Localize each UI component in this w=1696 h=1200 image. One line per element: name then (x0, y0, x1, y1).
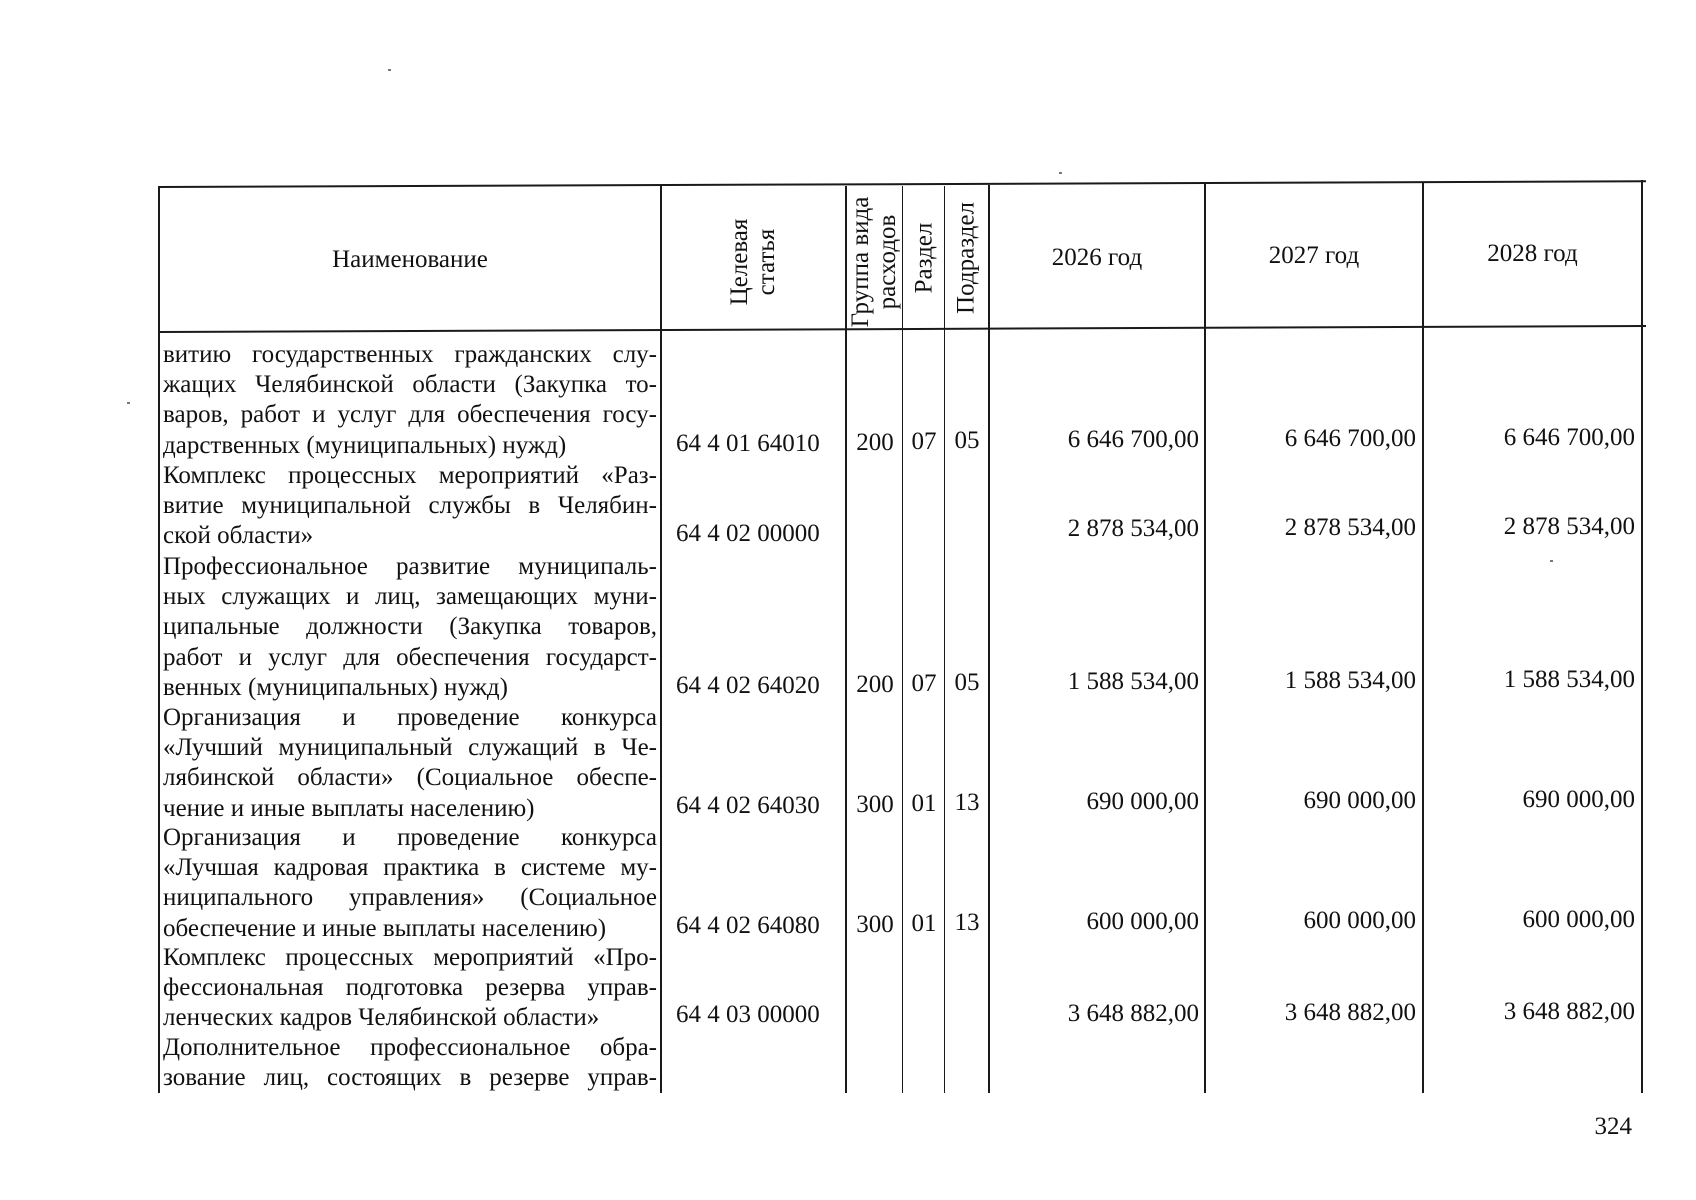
row-name-line: обеспечение и иные выплаты населению) (163, 914, 607, 942)
row-subsection: 13 (954, 909, 980, 936)
header-target-article (726, 192, 780, 332)
row-amount-2028: 1 588 534,00 (1503, 666, 1635, 693)
row-name-line: Комплекс процессных мероприятий «Раз- (163, 462, 657, 489)
row-amount-2028: 2 878 534,00 (1503, 513, 1635, 540)
row-name-line: жащих Челябинской области (Закупка то- (163, 371, 657, 399)
row-target-article: 64 4 02 64080 (676, 912, 820, 939)
header-target-article-text: Целевая статья (726, 218, 780, 306)
row-amount-2027: 6 646 700,00 (1284, 425, 1416, 452)
row-name-line: Дополнительное профессиональное обра- (163, 1034, 657, 1061)
row-amount-2026: 600 000,00 (1086, 908, 1199, 935)
row-subsection: 05 (954, 669, 980, 696)
row-amount-2028: 6 646 700,00 (1503, 424, 1635, 451)
row-name-line: ных служащих и лиц, замещающих муни- (163, 583, 657, 611)
row-name-line: венных (муниципальных) нужд) (163, 673, 508, 701)
row-name (163, 1033, 657, 1093)
row-amount-2027: 690 000,00 (1303, 787, 1416, 814)
row-name-line: Организация и проведение конкурса (163, 704, 657, 731)
row-name-line: варов, работ и услуг для обеспечения госу- (163, 401, 657, 429)
row-amount-2026: 690 000,00 (1086, 788, 1199, 815)
row-expense-group: 300 (856, 791, 894, 818)
row-name-line: витию государственных гражданских слу- (163, 341, 657, 368)
row-target-article: 64 4 02 00000 (676, 520, 820, 547)
row-name (163, 703, 657, 824)
row-name-line: «Лучший муниципальный служащий в Че- (163, 734, 657, 762)
row-name-line: ленческих кадров Челябинской области» (163, 1004, 600, 1032)
row-expense-group: 200 (856, 671, 894, 698)
row-expense-group: 200 (856, 429, 894, 456)
header-section: Раздел (910, 222, 938, 294)
row-amount-2027: 3 648 882,00 (1284, 999, 1416, 1026)
row-section: 07 (911, 428, 937, 455)
row-amount-2026: 2 878 534,00 (1067, 515, 1199, 542)
row-amount-2026: 6 646 700,00 (1067, 426, 1199, 453)
row-name-line: «Лучшая кадровая практика в системе му- (163, 854, 657, 882)
header-name: Наименование (332, 246, 488, 273)
row-name (163, 552, 657, 703)
row-target-article: 64 4 02 64020 (676, 672, 820, 699)
row-name-line: чение и иные выплаты населению) (163, 794, 535, 822)
row-name-line: зование лиц, состоящих в резерве управ- (163, 1064, 657, 1092)
row-name-line: Организация и проведение конкурса (163, 824, 657, 851)
scan-speck (1059, 172, 1062, 174)
header-subsection: Подраздел (952, 202, 980, 314)
col-border-section (944, 186, 945, 1093)
row-name-line: дарственных (муниципальных) нужд) (163, 431, 567, 459)
row-amount-2026: 3 648 882,00 (1067, 1000, 1199, 1027)
row-amount-2026: 1 588 534,00 (1067, 668, 1199, 695)
row-target-article: 64 4 01 64010 (676, 430, 820, 457)
header-year-2028: 2028 год (1487, 240, 1578, 267)
col-border-group (902, 186, 903, 1093)
row-name (163, 823, 657, 944)
row-amount-2027: 1 588 534,00 (1284, 667, 1416, 694)
row-section: 01 (911, 790, 937, 817)
row-name-line: ципальные должности (Закупка товаров, (163, 613, 657, 641)
row-subsection: 05 (954, 427, 980, 454)
row-expense-group: 300 (856, 911, 894, 938)
row-amount-2028: 3 648 882,00 (1503, 998, 1635, 1025)
scan-speck (388, 69, 391, 71)
row-name-line: Профессиональное развитие муниципаль- (163, 553, 657, 580)
row-name-line: Комплекс процессных мероприятий «Про- (163, 944, 657, 971)
row-amount-2028: 600 000,00 (1522, 906, 1635, 933)
row-name-line: лябинской области» (Социальное обеспе- (163, 764, 657, 792)
row-amount-2027: 2 878 534,00 (1284, 514, 1416, 541)
row-target-article: 64 4 02 64030 (676, 792, 820, 819)
header-expense-group-text: Группа вида расходов (847, 196, 901, 328)
row-name-line: ниципального управления» (Социальное (163, 884, 657, 912)
row-name-line: ской области» (163, 522, 314, 550)
header-expense-group (847, 192, 901, 332)
col-border-name (660, 186, 662, 1093)
row-name-line: работ и услуг для обеспечения государст- (163, 643, 657, 671)
row-amount-2028: 690 000,00 (1522, 786, 1635, 813)
row-subsection: 13 (954, 789, 980, 816)
row-name-line: витие муниципальной службы в Челябин- (163, 492, 657, 520)
scan-speck (127, 402, 130, 404)
header-year-2026: 2026 год (1051, 244, 1143, 271)
row-section: 07 (911, 670, 937, 697)
row-target-article: 64 4 03 00000 (676, 1001, 820, 1028)
row-section: 01 (911, 910, 937, 937)
row-name (163, 943, 657, 1034)
scan-speck (1550, 560, 1553, 562)
row-name-line: фессиональная подготовка резерва управ- (163, 974, 657, 1002)
header-year-2027: 2027 год (1268, 242, 1360, 269)
page-number: 324 (1594, 1113, 1632, 1140)
row-amount-2027: 600 000,00 (1303, 907, 1416, 934)
table-right-border (1641, 180, 1643, 1093)
row-name (163, 340, 657, 461)
row-name (163, 461, 657, 552)
